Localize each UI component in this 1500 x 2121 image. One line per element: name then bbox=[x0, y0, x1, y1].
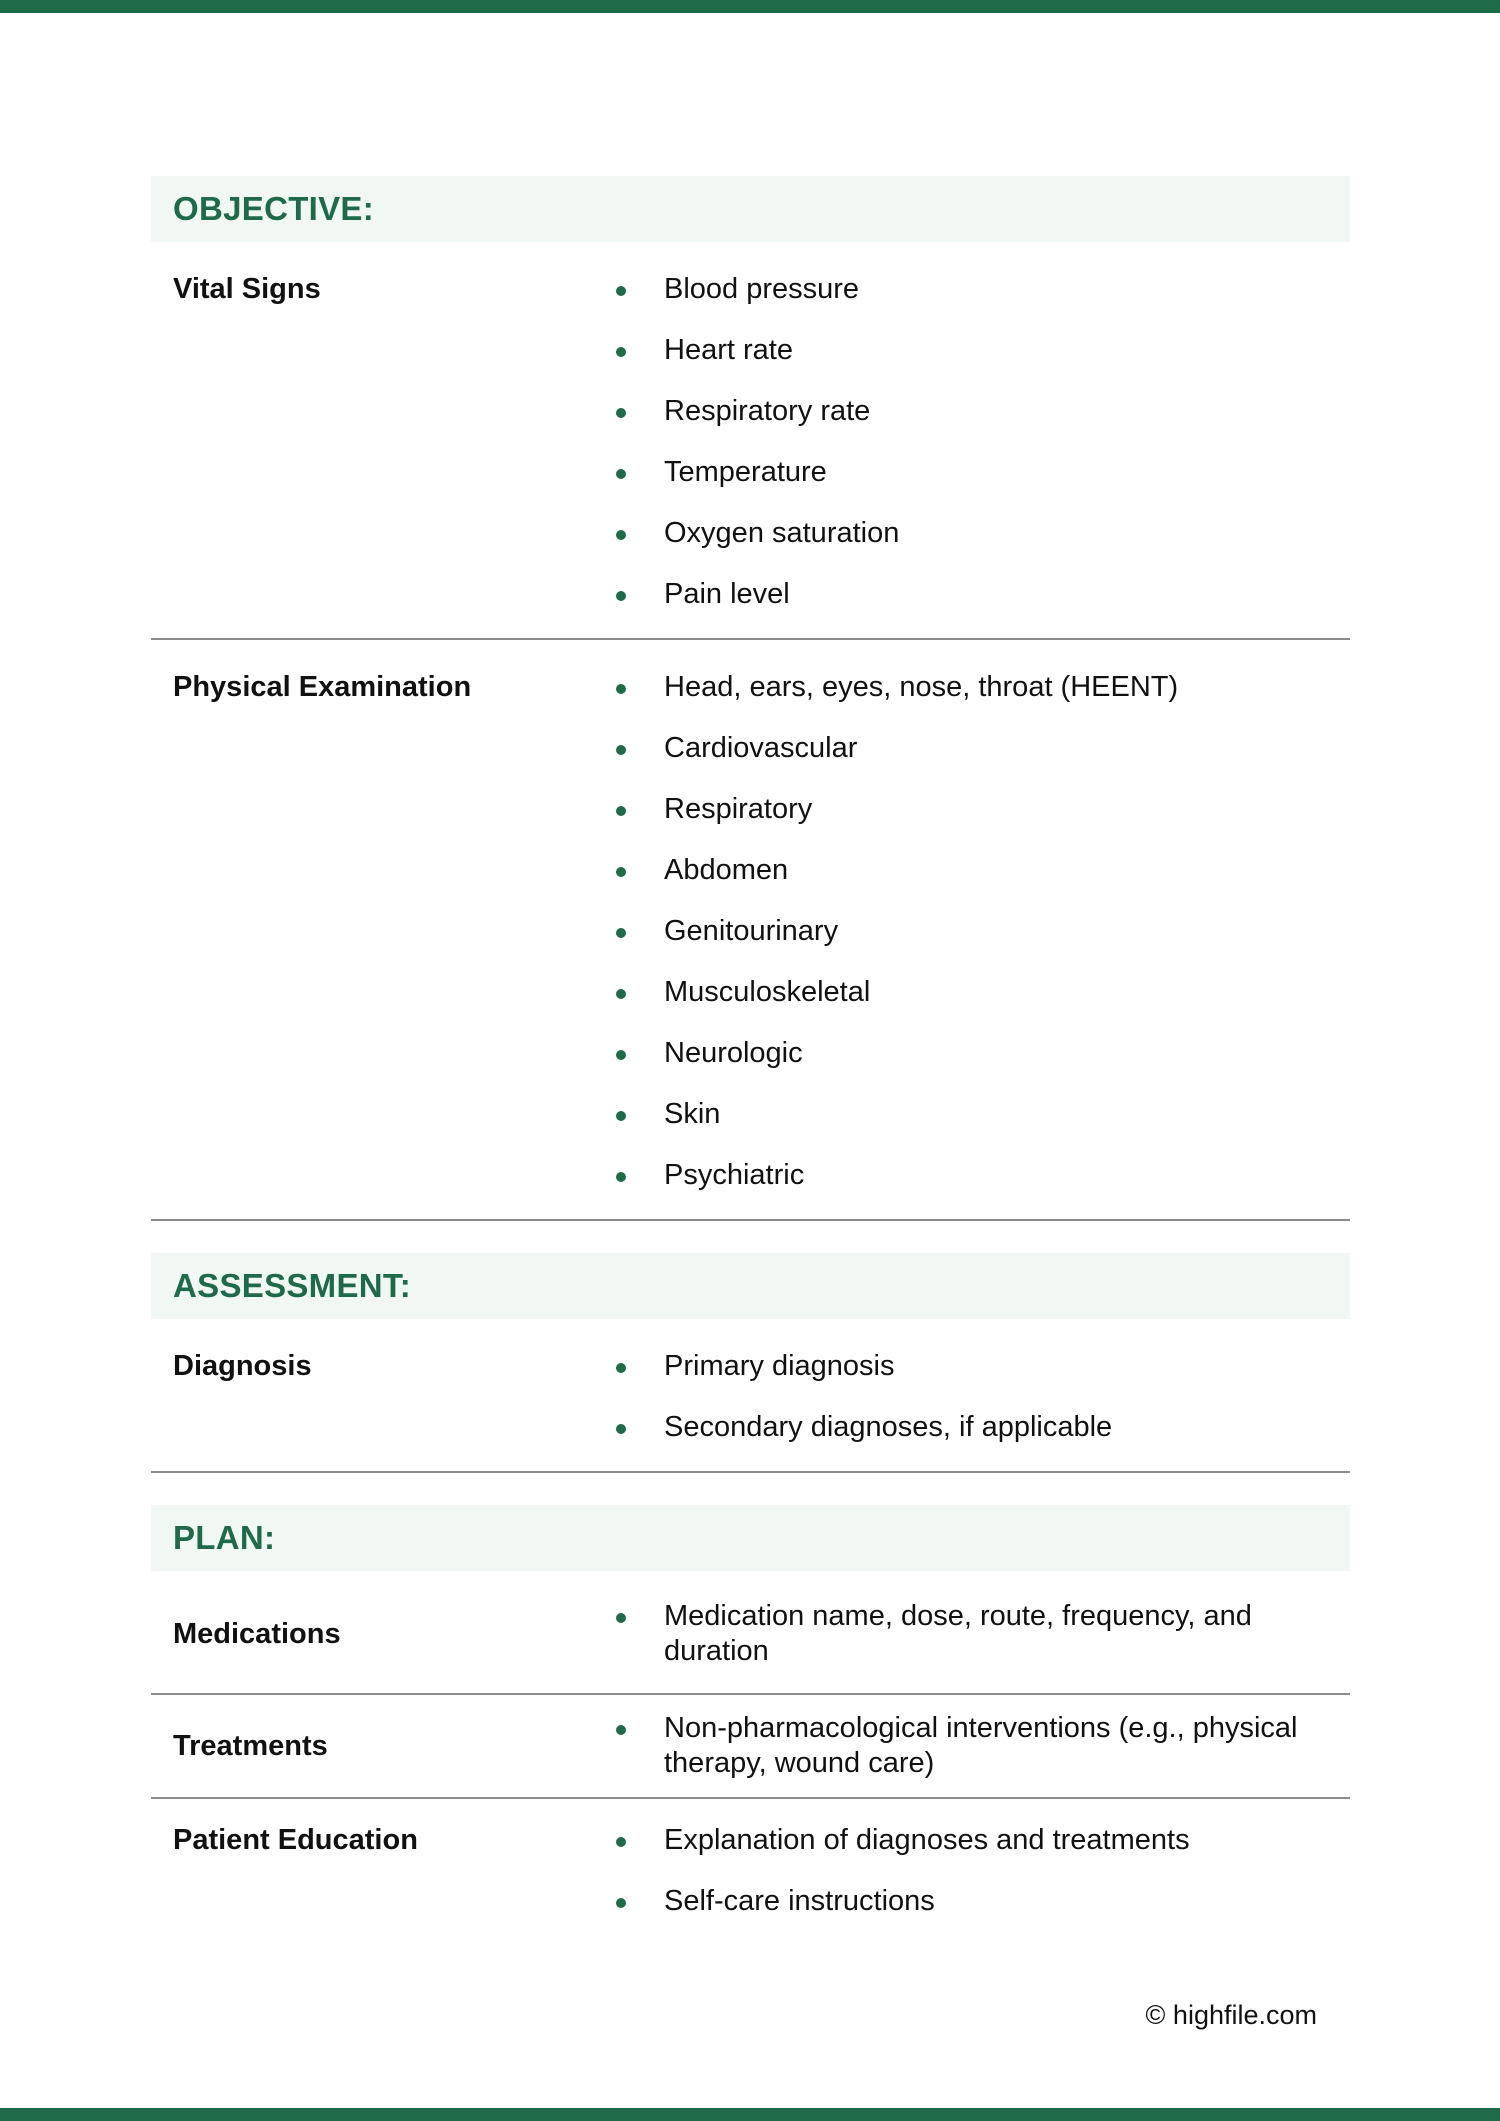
row-treatments bbox=[151, 1695, 1350, 1799]
row-label-vital-signs: Vital Signs bbox=[173, 273, 321, 305]
list-item: Explanation of diagnoses and treatments bbox=[596, 1823, 1350, 1858]
row-label-physical-examination: Physical Examination bbox=[173, 671, 472, 703]
list-item: Head, ears, eyes, nose, throat (HEENT) bbox=[596, 670, 1350, 705]
list-item: Oxygen saturation bbox=[596, 516, 1350, 551]
list-item: Blood pressure bbox=[596, 272, 1350, 307]
list-item: Respiratory rate bbox=[596, 394, 1350, 429]
list-item: Respiratory bbox=[596, 792, 1350, 827]
physical-examination-list bbox=[596, 670, 1350, 1193]
list-item: Psychiatric bbox=[596, 1158, 1350, 1193]
row-vital-signs bbox=[151, 242, 1350, 640]
row-label-medications: Medications bbox=[173, 1617, 341, 1650]
list-item: Medication name, dose, route, frequency, and duration bbox=[596, 1599, 1350, 1669]
list-item: Abdomen bbox=[596, 853, 1350, 888]
list-item: Secondary diagnoses, if applicable bbox=[596, 1410, 1350, 1445]
treatments-list bbox=[596, 1711, 1350, 1781]
list-item: Heart rate bbox=[596, 333, 1350, 368]
row-label-treatments: Treatments bbox=[173, 1729, 328, 1762]
list-item: Skin bbox=[596, 1097, 1350, 1132]
list-item: Self-care instructions bbox=[596, 1884, 1350, 1919]
row-patient-education bbox=[151, 1799, 1350, 1939]
list-item: Temperature bbox=[596, 455, 1350, 490]
list-item: Primary diagnosis bbox=[596, 1349, 1350, 1384]
row-label-diagnosis: Diagnosis bbox=[173, 1350, 312, 1382]
section-header-plan: PLAN: bbox=[151, 1505, 1350, 1571]
list-item: Cardiovascular bbox=[596, 731, 1350, 766]
diagnosis-list bbox=[596, 1349, 1350, 1445]
soap-note-page bbox=[151, 176, 1350, 1939]
vital-signs-list bbox=[596, 272, 1350, 612]
list-item: Non-pharmacological interventions (e.g., physical therapy, wound care) bbox=[596, 1711, 1350, 1781]
patient-education-list bbox=[596, 1823, 1350, 1919]
row-physical-examination bbox=[151, 640, 1350, 1221]
list-item: Neurologic bbox=[596, 1036, 1350, 1071]
top-accent-bar bbox=[0, 0, 1500, 13]
row-medications bbox=[151, 1571, 1350, 1695]
medications-list bbox=[596, 1599, 1350, 1669]
row-label-patient-education: Patient Education bbox=[173, 1824, 418, 1856]
copyright-note: © highfile.com bbox=[1145, 2000, 1317, 2030]
bottom-accent-bar bbox=[0, 2108, 1500, 2121]
section-header-objective: OBJECTIVE: bbox=[151, 176, 1350, 242]
section-header-assessment: ASSESSMENT: bbox=[151, 1253, 1350, 1319]
list-item: Genitourinary bbox=[596, 914, 1350, 949]
row-diagnosis bbox=[151, 1319, 1350, 1473]
list-item: Pain level bbox=[596, 577, 1350, 612]
list-item: Musculoskeletal bbox=[596, 975, 1350, 1010]
